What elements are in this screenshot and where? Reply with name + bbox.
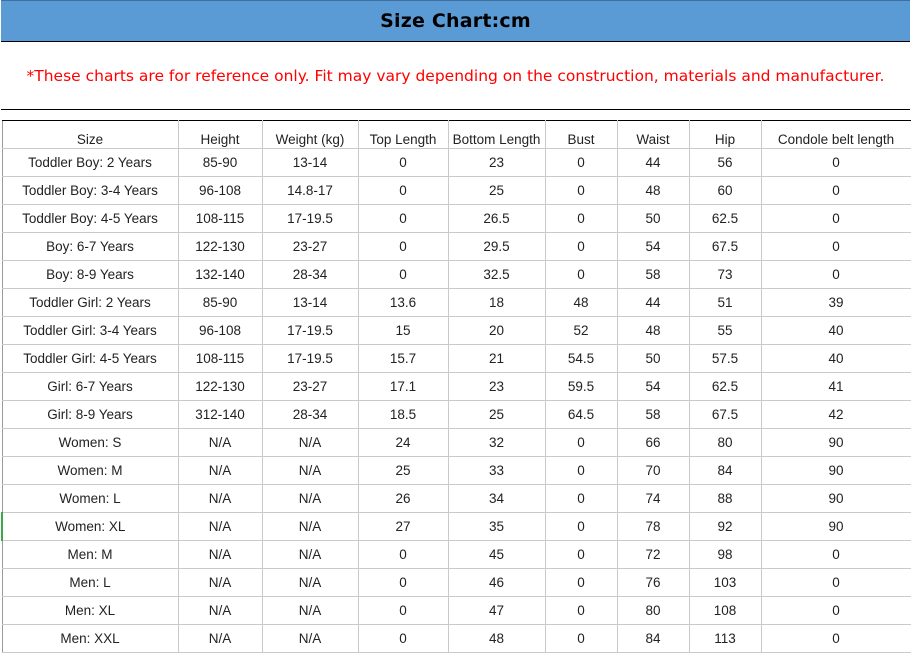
table-cell: N/A <box>178 597 262 625</box>
table-cell: 0 <box>545 205 617 233</box>
size-label-cell: Women: L <box>2 485 178 513</box>
table-cell: 15 <box>358 317 448 345</box>
table-cell: 0 <box>761 541 911 569</box>
table-cell: N/A <box>178 625 262 653</box>
table-cell: 0 <box>358 177 448 205</box>
table-row <box>2 289 911 317</box>
table-cell: 88 <box>689 485 761 513</box>
table-cell: 18.5 <box>358 401 448 429</box>
table-cell: 0 <box>761 625 911 653</box>
table-row <box>2 317 911 345</box>
table-cell: 20 <box>448 317 545 345</box>
table-cell: 0 <box>761 569 911 597</box>
table-cell: 25 <box>448 177 545 205</box>
table-row <box>2 513 911 541</box>
table-row <box>2 597 911 625</box>
table-cell: 0 <box>761 205 911 233</box>
table-cell: N/A <box>262 541 358 569</box>
column-header: Bottom Length <box>448 121 545 149</box>
table-cell: 0 <box>545 177 617 205</box>
table-cell: 0 <box>545 541 617 569</box>
table-cell: 84 <box>689 457 761 485</box>
size-label-cell: Men: XL <box>2 597 178 625</box>
table-cell: 52 <box>545 317 617 345</box>
table-cell: 29.5 <box>448 233 545 261</box>
table-cell: 15.7 <box>358 345 448 373</box>
table-cell: 85-90 <box>178 149 262 177</box>
table-cell: N/A <box>178 485 262 513</box>
table-cell: 13.6 <box>358 289 448 317</box>
table-row <box>2 177 911 205</box>
table-cell: 85-90 <box>178 289 262 317</box>
table-cell: 13-14 <box>262 289 358 317</box>
table-cell: 98 <box>689 541 761 569</box>
table-cell: 96-108 <box>178 177 262 205</box>
table-cell: 312-140 <box>178 401 262 429</box>
table-cell: 122-130 <box>178 373 262 401</box>
table-cell: N/A <box>262 597 358 625</box>
column-header: Waist <box>617 121 689 149</box>
table-cell: 0 <box>761 149 911 177</box>
table-cell: 66 <box>617 429 689 457</box>
size-label-cell: Women: XL <box>2 513 178 541</box>
table-cell: 0 <box>545 149 617 177</box>
size-label-cell: Toddler Boy: 2 Years <box>2 149 178 177</box>
table-cell: N/A <box>262 485 358 513</box>
size-table <box>1 120 911 653</box>
chart-title: Size Chart:cm <box>380 10 531 32</box>
column-header: Top Length <box>358 121 448 149</box>
table-cell: 0 <box>761 177 911 205</box>
table-cell: 62.5 <box>689 373 761 401</box>
table-cell: 41 <box>761 373 911 401</box>
table-cell: 67.5 <box>689 401 761 429</box>
table-cell: 0 <box>545 625 617 653</box>
table-cell: 90 <box>761 513 911 541</box>
table-row <box>2 261 911 289</box>
table-row <box>2 205 911 233</box>
table-cell: 0 <box>358 625 448 653</box>
table-cell: 17-19.5 <box>262 317 358 345</box>
table-cell: 25 <box>448 401 545 429</box>
column-header: Height <box>178 121 262 149</box>
table-cell: 132-140 <box>178 261 262 289</box>
table-cell: 0 <box>545 485 617 513</box>
table-cell: 108-115 <box>178 205 262 233</box>
table-cell: 21 <box>448 345 545 373</box>
size-label-cell: Men: L <box>2 569 178 597</box>
table-cell: 108 <box>689 597 761 625</box>
column-header: Condole belt length <box>761 121 911 149</box>
table-cell: 108-115 <box>178 345 262 373</box>
disclaimer-row <box>1 42 910 110</box>
table-cell: 0 <box>545 429 617 457</box>
table-cell: 0 <box>545 233 617 261</box>
table-cell: 23-27 <box>262 233 358 261</box>
table-body <box>2 149 911 653</box>
size-chart <box>1 0 910 650</box>
table-cell: 90 <box>761 457 911 485</box>
table-row <box>2 149 911 177</box>
size-label-cell: Toddler Girl: 2 Years <box>2 289 178 317</box>
table-cell: N/A <box>178 541 262 569</box>
table-cell: 0 <box>358 205 448 233</box>
table-cell: 47 <box>448 597 545 625</box>
table-cell: 0 <box>545 457 617 485</box>
column-header: Size <box>2 121 178 149</box>
table-cell: 62.5 <box>689 205 761 233</box>
table-cell: 80 <box>689 429 761 457</box>
table-cell: 90 <box>761 485 911 513</box>
table-cell: N/A <box>262 513 358 541</box>
table-cell: 113 <box>689 625 761 653</box>
table-row <box>2 373 911 401</box>
table-cell: 59.5 <box>545 373 617 401</box>
table-row <box>2 345 911 373</box>
header-row <box>2 121 911 149</box>
table-cell: N/A <box>262 625 358 653</box>
table-row <box>2 625 911 653</box>
table-cell: 35 <box>448 513 545 541</box>
table-cell: 28-34 <box>262 261 358 289</box>
table-cell: 45 <box>448 541 545 569</box>
table-cell: 34 <box>448 485 545 513</box>
table-cell: 17.1 <box>358 373 448 401</box>
table-cell: 0 <box>358 261 448 289</box>
table-cell: 72 <box>617 541 689 569</box>
table-cell: 50 <box>617 345 689 373</box>
table-cell: N/A <box>178 429 262 457</box>
size-label-cell: Boy: 6-7 Years <box>2 233 178 261</box>
size-label-cell: Toddler Girl: 4-5 Years <box>2 345 178 373</box>
table-cell: 0 <box>358 597 448 625</box>
table-cell: 24 <box>358 429 448 457</box>
table-row <box>2 401 911 429</box>
table-cell: 50 <box>617 205 689 233</box>
table-cell: 39 <box>761 289 911 317</box>
table-cell: 40 <box>761 317 911 345</box>
size-label-cell: Toddler Boy: 4-5 Years <box>2 205 178 233</box>
table-cell: 73 <box>689 261 761 289</box>
table-cell: 67.5 <box>689 233 761 261</box>
table-cell: 23 <box>448 373 545 401</box>
table-cell: 54.5 <box>545 345 617 373</box>
table-row <box>2 429 911 457</box>
table-cell: 17-19.5 <box>262 205 358 233</box>
table-cell: 55 <box>689 317 761 345</box>
table-cell: 40 <box>761 345 911 373</box>
size-label-cell: Men: M <box>2 541 178 569</box>
table-cell: 0 <box>358 541 448 569</box>
table-cell: 28-34 <box>262 401 358 429</box>
table-cell: 25 <box>358 457 448 485</box>
table-cell: N/A <box>262 429 358 457</box>
table-cell: 48 <box>617 317 689 345</box>
size-label-cell: Men: XXL <box>2 625 178 653</box>
table-row <box>2 233 911 261</box>
table-cell: 26.5 <box>448 205 545 233</box>
table-cell: 74 <box>617 485 689 513</box>
size-label-cell: Toddler Girl: 3-4 Years <box>2 317 178 345</box>
table-cell: 54 <box>617 373 689 401</box>
table-cell: 96-108 <box>178 317 262 345</box>
size-label-cell: Women: S <box>2 429 178 457</box>
table-cell: 13-14 <box>262 149 358 177</box>
table-cell: 48 <box>545 289 617 317</box>
table-cell: 48 <box>448 625 545 653</box>
size-label-cell: Girl: 6-7 Years <box>2 373 178 401</box>
table-cell: 32 <box>448 429 545 457</box>
table-cell: N/A <box>262 457 358 485</box>
table-cell: 51 <box>689 289 761 317</box>
table-cell: N/A <box>178 457 262 485</box>
table-cell: 26 <box>358 485 448 513</box>
table-cell: 0 <box>761 597 911 625</box>
table-row <box>2 569 911 597</box>
table-cell: 90 <box>761 429 911 457</box>
table-cell: 0 <box>545 597 617 625</box>
table-row <box>2 457 911 485</box>
table-cell: 0 <box>761 261 911 289</box>
table-cell: 58 <box>617 261 689 289</box>
size-label-cell: Girl: 8-9 Years <box>2 401 178 429</box>
table-cell: 92 <box>689 513 761 541</box>
table-cell: N/A <box>178 513 262 541</box>
table-cell: 42 <box>761 401 911 429</box>
size-label-cell: Women: M <box>2 457 178 485</box>
disclaimer-text: *These charts are for reference only. Fit may vary depending on the construction, materials and manufacturer. <box>26 66 885 85</box>
table-cell: 33 <box>448 457 545 485</box>
table-cell: 14.8-17 <box>262 177 358 205</box>
table-cell: 27 <box>358 513 448 541</box>
table-cell: 0 <box>358 233 448 261</box>
size-label-cell: Boy: 8-9 Years <box>2 261 178 289</box>
column-header: Hip <box>689 121 761 149</box>
table-cell: 0 <box>545 261 617 289</box>
table-cell: 78 <box>617 513 689 541</box>
table-cell: 58 <box>617 401 689 429</box>
table-cell: 44 <box>617 289 689 317</box>
table-cell: 122-130 <box>178 233 262 261</box>
table-cell: 70 <box>617 457 689 485</box>
table-cell: 32.5 <box>448 261 545 289</box>
table-cell: 46 <box>448 569 545 597</box>
table-cell: 57.5 <box>689 345 761 373</box>
table-cell: 18 <box>448 289 545 317</box>
size-label-cell: Toddler Boy: 3-4 Years <box>2 177 178 205</box>
column-header: Bust <box>545 121 617 149</box>
table-cell: N/A <box>262 569 358 597</box>
table-cell: 80 <box>617 597 689 625</box>
title-bar <box>1 0 910 42</box>
table-cell: 48 <box>617 177 689 205</box>
table-row <box>2 541 911 569</box>
table-cell: 64.5 <box>545 401 617 429</box>
table-cell: 17-19.5 <box>262 345 358 373</box>
table-cell: 76 <box>617 569 689 597</box>
table-cell: 54 <box>617 233 689 261</box>
table-cell: 23-27 <box>262 373 358 401</box>
table-cell: 44 <box>617 149 689 177</box>
table-cell: 23 <box>448 149 545 177</box>
table-cell: 84 <box>617 625 689 653</box>
table-cell: 60 <box>689 177 761 205</box>
table-cell: N/A <box>178 569 262 597</box>
table-cell: 0 <box>545 569 617 597</box>
table-cell: 103 <box>689 569 761 597</box>
table-header <box>2 121 911 149</box>
table-cell: 0 <box>358 569 448 597</box>
table-cell: 0 <box>761 233 911 261</box>
table-row <box>2 485 911 513</box>
column-header: Weight (kg) <box>262 121 358 149</box>
table-cell: 56 <box>689 149 761 177</box>
table-cell: 0 <box>545 513 617 541</box>
table-cell: 0 <box>358 149 448 177</box>
